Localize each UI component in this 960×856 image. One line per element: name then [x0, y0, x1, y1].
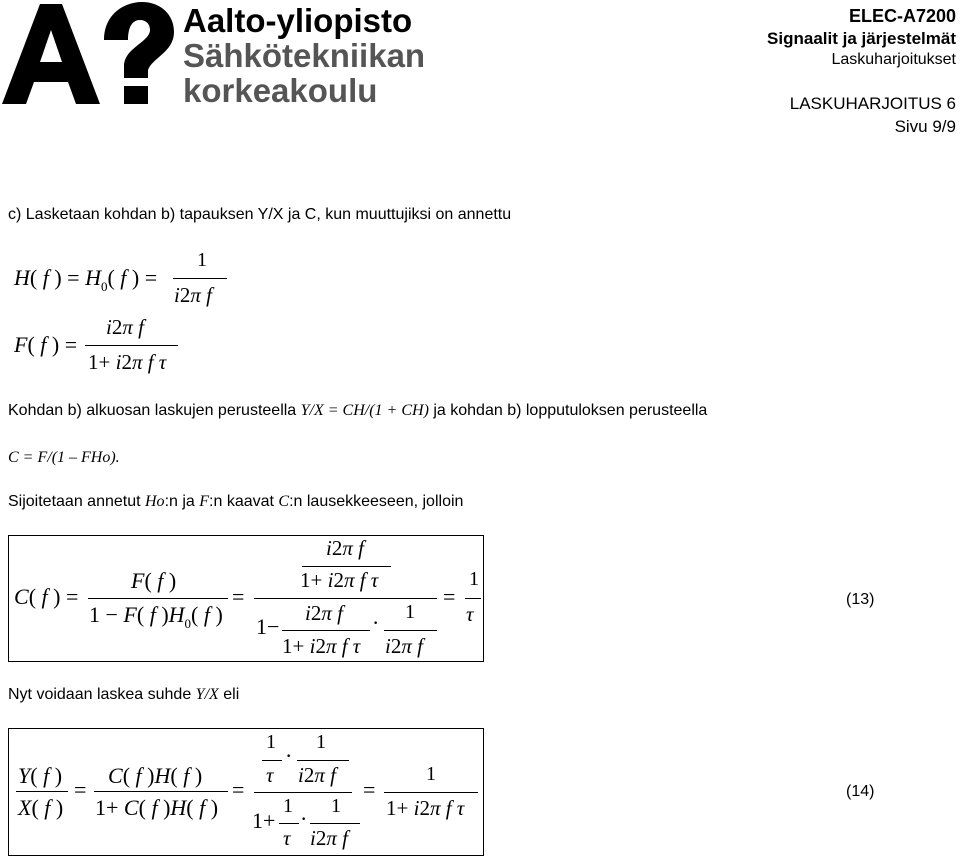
eq14-main-bar: [254, 792, 352, 793]
eq14-frac1-bar: [94, 791, 228, 792]
eq13-frac1-bar: [88, 598, 228, 599]
eq14-bottom-frac1-den: τ: [283, 826, 291, 850]
kohdan-paragraph: Kohdan b) alkuosan laskujen perusteella Y/X = CH/(1 + CH) ja kohdan b) lopputuloksen perusteella: [8, 402, 708, 419]
eq13-result-bar: [465, 598, 481, 599]
aalto-logo: [0, 0, 440, 110]
equation-h: H( f ) = $H_0$( f ) =: [14, 265, 158, 294]
eq14-bottom-frac2-num: 1: [331, 795, 341, 817]
eq14-top-frac2-den: i2π f: [298, 763, 336, 787]
eq-h-fraction-bar: [173, 278, 227, 279]
eq13-main-bar: [254, 598, 437, 599]
eq13-frac1-num: F( f ): [131, 568, 177, 593]
aalto-logo-mark-icon: [0, 0, 175, 108]
course-code: ELEC-A7200: [848, 6, 956, 26]
eq13-bottom-frac-den: 1+ i2π f τ: [282, 634, 361, 658]
logo-line-2: Sähkötekniikan: [183, 37, 426, 74]
eq14-result-num: 1: [426, 763, 436, 785]
eq14-top-frac2-bar: [297, 760, 349, 761]
eq13-equals-2: =: [443, 584, 456, 609]
c-formula: C = F/(1 – FHo).: [8, 449, 120, 466]
eq14-top-frac1-bar: [262, 760, 282, 761]
eq13-bottom-frac2-num: 1: [405, 601, 415, 623]
eq13-equals-1: =: [232, 584, 245, 609]
eq14-lhs-num: Y( f ): [18, 763, 63, 788]
eq13-bottom-frac-bar: [282, 630, 370, 631]
eq14-lhs-bar: [16, 791, 68, 792]
eq14-top-frac1-den: τ: [266, 763, 274, 787]
eq13-dot: ·: [372, 610, 380, 635]
eq14-bottom-dot: ·: [300, 806, 308, 831]
course-subtitle: Laskuharjoitukset: [831, 51, 956, 68]
logo-line-3: korkeakoulu: [183, 72, 378, 109]
eq14-frac1-num: C( f )H( f ): [108, 763, 203, 788]
eq13-frac1-den: 1 − F( f )$H_0$( f ): [89, 602, 223, 631]
eq13-bottom-frac2-bar: [384, 630, 437, 631]
eq14-equals-2: =: [232, 777, 245, 802]
logo-line-1: Aalto-yliopisto: [183, 2, 413, 39]
eq13-bottom-one-minus: 1−: [256, 614, 280, 639]
eq13-result-den: τ: [466, 602, 474, 626]
eq-f-fraction-bar: [85, 345, 178, 346]
eq14-frac1-den: 1+ C( f )H( f ): [95, 795, 219, 820]
course-name: Signaalit ja järjestelmät: [767, 29, 956, 48]
eq13-lhs: C( f ) =: [14, 584, 79, 609]
intro-paragraph: c) Lasketaan kohdan b) tapauksen Y/X ja C, kun muuttujiksi on annettu: [8, 206, 512, 223]
eq-f-denominator: 1+ i2π f τ: [88, 350, 167, 374]
eq14-bottom-frac2-den: i2π f: [310, 826, 348, 850]
equation-14-number: (14): [846, 783, 875, 800]
eq14-top-frac2-num: 1: [316, 731, 326, 753]
eq14-bottom-one-plus: 1+: [252, 808, 276, 833]
eq14-equals-1: =: [74, 777, 87, 802]
eq14-bottom-frac2-bar: [310, 823, 360, 824]
eq-f-numerator: i2π f: [106, 315, 144, 339]
eq13-top-bar: [302, 566, 391, 567]
eq13-top-num: i2π f: [326, 536, 364, 560]
eq14-result-bar: [384, 792, 478, 793]
eq14-lhs-den: X( f ): [18, 795, 64, 820]
eq14-bottom-frac1-num: 1: [283, 795, 293, 817]
exercise-title: LASKUHARJOITUS 6: [789, 94, 956, 113]
eq-h-denominator: i2π f: [174, 283, 212, 307]
equation-f: F( f ) =: [14, 332, 78, 357]
eq14-result-den: 1+ i2π f τ: [386, 796, 465, 820]
eq13-result-num: 1: [469, 568, 479, 590]
sijoitetaan-paragraph: Sijoitetaan annetut Ho:n ja F:n kaavat C:n lausekkeeseen, jolloin: [8, 493, 464, 510]
eq13-bottom-frac-num: i2π f: [305, 601, 343, 625]
eq14-top-frac1-num: 1: [266, 731, 276, 753]
equation-13-number: (13): [846, 591, 875, 608]
eq14-bottom-frac1-bar: [279, 823, 299, 824]
page-number: Sivu 9/9: [894, 117, 956, 136]
nyt-paragraph: Nyt voidaan laskea suhde Y/X eli: [8, 686, 240, 703]
eq14-equals-3: =: [363, 777, 376, 802]
eq13-top-den: 1+ i2π f τ: [300, 568, 379, 592]
eq14-top-dot: ·: [285, 743, 293, 768]
eq13-bottom-frac2-den: i2π f: [385, 634, 423, 658]
eq-h-numerator: 1: [197, 249, 207, 271]
